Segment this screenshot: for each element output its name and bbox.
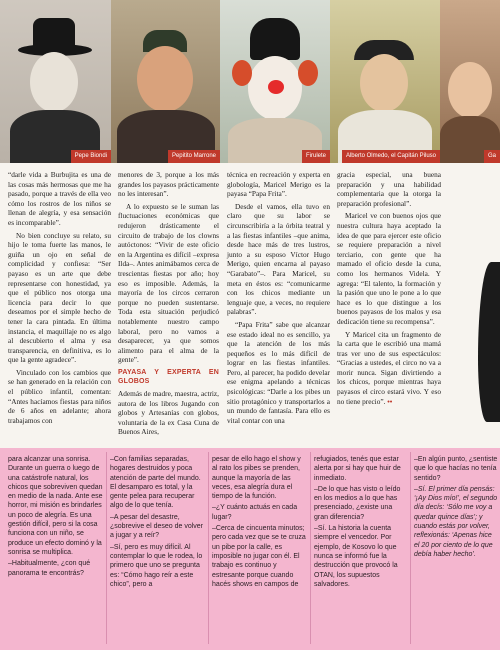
interview-answer: –Sí. El primer día pensás: ‘¡Ay Dios mío!’, el segundo día decís: ‘Sólo me voy a quedar quince días’; y cuando estás por volver, reflexionás: ‘Apenas hice el 20 por ciento de lo que debía haber hecho’. xyxy=(414,485,498,558)
photo-firulete xyxy=(220,0,330,163)
paragraph: Maricel ve con buenos ojos que nuestra cultura haya aceptado la idea de que para ejercer este oficio se requiere preparación a nivel terciario, con gente que ha mamado el oficio desde la cuna, como los hermanos Videla. Y agrega: “El talento, la formación y la pasión que uno le pone a lo que hace es lo que distingue a los buenos payasos de los malos y esa dedicación tiene su recompensa”. xyxy=(337,211,441,326)
photo-caption: Pepitito Marrone xyxy=(168,150,220,163)
paragraph: Vinculado con los cambios que se han generado en la relación con el público infantil, comentan: “Antes hacíamos fiestas para niños de 6 años en adelante; ahora trabajamos con xyxy=(8,367,111,425)
photo-caption: Firulete xyxy=(302,150,330,163)
paragraph-text: Y Maricel cita un fragmento de la carta que le escribió una mamá tras ver uno de sus espectáculos: “Gracias a ustedes, el circo no va a morir nunca. Sigan divirtiendo a los chicos, porque mientras haya payasos el circo estará vivo. Y eso no tiene precio”. xyxy=(337,329,441,406)
interview-column-4 xyxy=(314,455,406,591)
end-mark: •• xyxy=(387,396,393,406)
paragraph xyxy=(337,330,441,407)
photo-caption: Ga xyxy=(484,150,500,163)
photo-strip xyxy=(0,0,500,163)
paragraph: técnica en recreación y experta en globología, Maricel Merigo es la payasa “Papa Frita”. xyxy=(227,170,330,199)
photo-pepe-biondi xyxy=(0,0,111,163)
paragraph: “Papa Frita” sabe que alcanzar ese estado ideal no es sencillo, ya que la atención de los más pequeños es lo más difícil de lograr en las fiestas infantiles. Pero, al parecer, ha podido develar ese enigma apelando a técnicas psicológicas: “Darle a los pibes un sitio protagónico y transportarlos a un mundo de fantasía. Para ello es vital contar con una xyxy=(227,319,330,425)
interview-question: –¿Y cuánto actuás en cada lugar? xyxy=(212,504,298,521)
interview-text: para alcanzar una sonrisa. Durante un guerra o luego de una catástrofe natural, los chicos que sobreviven quedan en medio de la nada. Ante ese horror, mi misión es brindarles un poco de alegría. Es una gestión difícil, pero si la cosa funciona con un niño, se produce un efecto dominó y la sonrisa se multiplica. xyxy=(8,456,103,556)
interview-question: –En algún punto, ¿sentiste que lo que hacías no tenía sentido? xyxy=(414,456,498,482)
interview-answer: –Cerca de cincuenta minutos; pero cada vez que se te cruza un pibe por la calle, es imposible no jugar con él. El trabajo es continuo y estresante porque cuando hacés shows en campos de xyxy=(212,525,306,588)
interview-question: –A pesar del desastre, ¿sobrevive el deseo de volver a jugar y a reír? xyxy=(110,513,203,540)
photo-caption: Pepe Biondi xyxy=(71,150,111,163)
interview-answer: refugiados, tenés que estar alerta por si hay que huir de inmediato. xyxy=(314,456,401,482)
article-column-2 xyxy=(118,170,219,440)
article-column-4 xyxy=(337,170,441,409)
interview-answer: pesar de ello hago el show y al rato los pibes se prenden, aunque la mayoría de las veces, esa alegría dura el tiempo de la función. xyxy=(212,456,301,501)
photo-pepitito-marrone xyxy=(111,0,220,163)
photo-caption: Alberto Olmedo, el Capitán Piluso xyxy=(342,150,440,163)
paragraph: Además de madre, maestra, actriz, autora de los libros Jugando con globos y Artesanías con globos, voluntaria de la ex Casa Cuna de Buenos Aires, xyxy=(118,389,219,437)
paragraph: Desde el vamos, ella tuvo en claro que su labor se circunscribiría a la órbita teatral y a las fiestas infantiles –que anima, desde hace más de tres lustros, junto a su esposo Víctor Hugo Merigo, quien encarna al payaso “Garabato”–. Para Maricel, su meta en éstos es: “comunicarme con los chicos mediante un lenguaje que, a veces, no requiere palabras”. xyxy=(227,201,330,317)
paragraph: A lo expuesto se le suman las fluctuaciones económicas que redujeron drásticamente el circuito de trabajo de los clowns autóctonos: “Vivir de este oficio en la Argentina es difícil –expresa Ilda–. Antes animábamos cerca de trescientas fiestas por año; hoy eso es imposible. Además, la mayoría de los circos cerraron porque no pueden sustentarse. Toda esta situación perjudicó notablemente nuestro campo laboral, pero no vamos a desaparecer, ya que somos alimento para el alma de la gente”. xyxy=(118,201,219,365)
photo-edge-silhouette xyxy=(478,262,500,422)
interview-answer: –Sí. La historia la cuenta siempre el vencedor. Por ejemplo, de Kosovo lo que nunca se informó fue la destrucción que provocó la OTAN, los supuestos salvadores. xyxy=(314,525,398,588)
column-divider xyxy=(310,452,311,644)
paragraph: “darle vida a Burbujita es una de las cosas más hermosas que me ha pasado, porque a través de ella veo cómo los rostros de los niños se llenan de alegría, y esa sensación es incomparable”. xyxy=(8,170,111,227)
interview-question: –Habitualmente, ¿con qué panorama te encontrás? xyxy=(8,560,91,577)
photo-alberto-olmedo xyxy=(330,0,440,163)
interview-question: –De lo que has visto o leído en los medios a lo que has presenciado, ¿existe una gran diferencia? xyxy=(314,485,401,521)
interview-column-1 xyxy=(8,455,103,580)
section-subhead: PAYASA Y EXPERTA EN GLOBOS xyxy=(118,368,219,386)
article-column-1 xyxy=(8,170,111,428)
paragraph: menores de 3, porque a los más grandes los payasos prácticamente no les interesan”. xyxy=(118,170,219,199)
paragraph: No bien concluye su relato, su hijo le toma fuerte las manos, le guiña un ojo en señal de complicidad y confiesa: “Ser payaso es un arte que debe representarse con honestidad, ya que el público nos otorga una licencia para decir lo que deseamos por el simple hecho de tener la cara pintada. En última instancia, el maquillaje no es algo al descubierto el alma y esa transparencia, en definitiva, es lo que la gente agradece”. xyxy=(8,230,111,365)
photo-partial-clown xyxy=(440,0,500,163)
interview-column-2 xyxy=(110,455,205,591)
interview-answer: –Con familias separadas, hogares destruidos y poca atención de parte del mundo. El desamparo es total, y la gente pelea para recuperar algo de lo que tenía. xyxy=(110,456,201,510)
column-divider xyxy=(106,452,107,644)
interview-answer: –Sí, pero es muy difícil. Al contemplar lo que le rodea, lo primero que uno se pregunta es: “Cómo hago reír a este chico”, pero a xyxy=(110,543,203,588)
column-divider xyxy=(410,452,411,644)
interview-column-5 xyxy=(414,455,498,561)
column-divider xyxy=(208,452,209,644)
interview-column-3 xyxy=(212,455,307,591)
paragraph: gracia especial, una buena preparación y una habilidad complementaria que la otorga la preparación profesional”. xyxy=(337,170,441,208)
article-column-3 xyxy=(227,170,330,428)
